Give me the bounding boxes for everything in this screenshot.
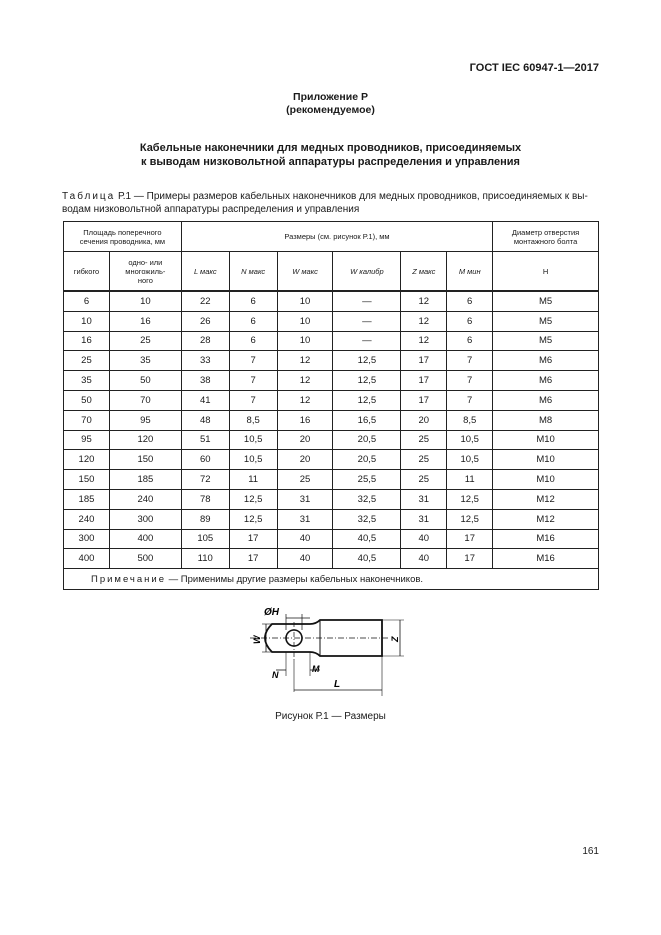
table-cell: 7 (229, 390, 277, 410)
table-cell: 11 (229, 470, 277, 490)
subheader-n: N макс (229, 252, 277, 292)
table-cell: 12,5 (447, 509, 493, 529)
table-cell: M6 (493, 351, 599, 371)
table-cell: 400 (109, 529, 181, 549)
table-cell: 12 (277, 351, 333, 371)
table-row (64, 470, 599, 490)
figure-caption: Рисунок Р.1 — Размеры (275, 711, 386, 722)
table-cell: 17 (401, 371, 447, 391)
table-cell: 400 (64, 549, 110, 569)
table-cell: 95 (64, 430, 110, 450)
subheader-m: M мин (447, 252, 493, 292)
table-cell: 240 (109, 489, 181, 509)
table-row (64, 311, 599, 331)
table-cell: 89 (181, 509, 229, 529)
table-cell: M16 (493, 529, 599, 549)
table-note-row (64, 569, 599, 590)
table-cell: 16,5 (333, 410, 401, 430)
table-cell: 185 (109, 470, 181, 490)
table-cell: 78 (181, 489, 229, 509)
table-cell: 6 (64, 291, 110, 311)
table-cell: M10 (493, 470, 599, 490)
table-caption-label: Таблица (62, 191, 116, 202)
table-cell: 110 (181, 549, 229, 569)
table-row (64, 489, 599, 509)
table-cell: 17 (229, 549, 277, 569)
table-cell: 25 (401, 430, 447, 450)
lug-dimensions-figure (236, 600, 400, 700)
table-cell: 25 (401, 470, 447, 490)
table-row (64, 450, 599, 470)
table-cell: 10,5 (229, 450, 277, 470)
subheader-multi: одно- или многожиль- ного (109, 252, 181, 292)
table-cell: 32,5 (333, 489, 401, 509)
table-cell: 31 (277, 489, 333, 509)
table-cell: 12 (401, 331, 447, 351)
table-cell: 150 (109, 450, 181, 470)
annex-subtitle: (рекомендуемое) (286, 104, 375, 116)
table-cell: 31 (401, 489, 447, 509)
table-cell: 10 (277, 291, 333, 311)
table-cell: 25 (277, 470, 333, 490)
table-cell: 40 (277, 529, 333, 549)
table-cell: M12 (493, 489, 599, 509)
table-row (64, 410, 599, 430)
table-cell: 50 (109, 371, 181, 391)
table-cell: 40,5 (333, 529, 401, 549)
table-cell: 25 (109, 331, 181, 351)
table-cell: 35 (109, 351, 181, 371)
label-n: N (272, 670, 279, 680)
lug-dimensions-table (63, 221, 599, 590)
table-cell: 25 (401, 450, 447, 470)
table-cell: 17 (401, 390, 447, 410)
table-cell: 20 (277, 450, 333, 470)
table-cell: 38 (181, 371, 229, 391)
table-cell: — (333, 291, 401, 311)
table-cell: 10 (64, 311, 110, 331)
table-cell: 26 (181, 311, 229, 331)
table-cell: — (333, 311, 401, 331)
header-area: Площадь поперечного сечения проводника, мм (64, 222, 182, 252)
table-cell: 40,5 (333, 549, 401, 569)
header-bolt: Диаметр отверстия монтажного болта (493, 222, 599, 252)
table-row (64, 371, 599, 391)
table-row (64, 390, 599, 410)
table-header-row-2 (64, 252, 599, 292)
table-cell: 32,5 (333, 509, 401, 529)
table-cell: 70 (109, 390, 181, 410)
subheader-l: L макс (181, 252, 229, 292)
table-cell: 17 (401, 351, 447, 371)
table-cell: M6 (493, 371, 599, 391)
table-row (64, 430, 599, 450)
table-cell: 6 (229, 311, 277, 331)
table-cell: 12,5 (333, 371, 401, 391)
table-cell: 10 (277, 331, 333, 351)
table-cell: 31 (277, 509, 333, 529)
table-cell: M6 (493, 390, 599, 410)
title-line-2: к выводам низковольтной аппаратуры распределения и управления (141, 156, 520, 168)
table-cell: 7 (447, 351, 493, 371)
table-caption-number: Р.1 (118, 191, 132, 202)
table-cell: 12,5 (229, 489, 277, 509)
header-dimensions: Размеры (см. рисунок Р.1), мм (181, 222, 492, 252)
table-cell: 72 (181, 470, 229, 490)
standard-designation: ГОСТ IEC 60947-1—2017 (469, 62, 599, 74)
label-m: M (312, 664, 320, 674)
table-row (64, 291, 599, 311)
table-cell: M12 (493, 509, 599, 529)
table-cell: 22 (181, 291, 229, 311)
table-cell: 12,5 (447, 489, 493, 509)
table-cell: 6 (447, 311, 493, 331)
table-cell: M5 (493, 291, 599, 311)
table-cell: M10 (493, 450, 599, 470)
annex-title: Приложение Р (293, 91, 368, 103)
table-note: Примечание — Применимы другие размеры кабельных наконечников. (64, 569, 599, 590)
table-cell: 51 (181, 430, 229, 450)
table-cell: M8 (493, 410, 599, 430)
table-caption-text: — Примеры размеров кабельных наконечников для медных проводников, присоединяемых к вы- (131, 191, 588, 202)
table-cell: 17 (447, 529, 493, 549)
table-cell: M16 (493, 549, 599, 569)
table-cell: 12,5 (333, 390, 401, 410)
table-cell: 10,5 (447, 430, 493, 450)
subheader-flexible: гибкого (64, 252, 110, 292)
table-cell: 40 (401, 549, 447, 569)
table-cell: 95 (109, 410, 181, 430)
table-cell: 7 (229, 371, 277, 391)
table-cell: 12 (277, 371, 333, 391)
table-cell: 185 (64, 489, 110, 509)
table-cell: 8,5 (229, 410, 277, 430)
table-row (64, 331, 599, 351)
table-cell: 12 (277, 390, 333, 410)
table-cell: 16 (109, 311, 181, 331)
table-cell: 10,5 (229, 430, 277, 450)
subheader-w-cal: W калибр (333, 252, 401, 292)
table-cell: 31 (401, 509, 447, 529)
table-cell: — (333, 331, 401, 351)
table-cell: 240 (64, 509, 110, 529)
table-cell: 41 (181, 390, 229, 410)
label-h: ØH (264, 607, 279, 618)
table-cell: 105 (181, 529, 229, 549)
table-cell: 20 (401, 410, 447, 430)
table-cell: 120 (64, 450, 110, 470)
table-cell: 40 (277, 549, 333, 569)
label-w: W (252, 635, 262, 644)
label-l: L (334, 679, 341, 690)
table-row (64, 509, 599, 529)
label-z: Z (390, 636, 400, 642)
table-cell: 25,5 (333, 470, 401, 490)
table-cell: 7 (229, 351, 277, 371)
table-cell: M10 (493, 430, 599, 450)
title-line-1: Кабельные наконечники для медных проводников, присоединяемых (139, 142, 522, 154)
table-cell: 10,5 (447, 450, 493, 470)
subheader-z: Z макс (401, 252, 447, 292)
page-number: 161 (582, 846, 599, 857)
table-cell: 20,5 (333, 450, 401, 470)
table-cell: 8,5 (447, 410, 493, 430)
table-cell: 20,5 (333, 430, 401, 450)
table-header-row-1 (64, 222, 599, 252)
table-cell: 6 (229, 291, 277, 311)
subheader-h: H (493, 252, 599, 292)
table-row (64, 351, 599, 371)
table-cell: 16 (277, 410, 333, 430)
table-cell: 33 (181, 351, 229, 371)
table-cell: M5 (493, 331, 599, 351)
table-caption-text-2: водам низковольтной аппаратуры распределения и управления (62, 204, 360, 215)
table-cell: 60 (181, 450, 229, 470)
table-cell: 11 (447, 470, 493, 490)
table-cell: 10 (109, 291, 181, 311)
subheader-w: W макс (277, 252, 333, 292)
table-cell: 12,5 (333, 351, 401, 371)
table-cell: 25 (64, 351, 110, 371)
table-cell: 17 (229, 529, 277, 549)
table-cell: 300 (64, 529, 110, 549)
table-cell: 16 (64, 331, 110, 351)
table-cell: 70 (64, 410, 110, 430)
table-cell: 500 (109, 549, 181, 569)
table-cell: 48 (181, 410, 229, 430)
table-cell: 6 (447, 331, 493, 351)
table-cell: 12,5 (229, 509, 277, 529)
table-cell: 150 (64, 470, 110, 490)
table-cell: 20 (277, 430, 333, 450)
table-caption (62, 190, 600, 216)
table-cell: 10 (277, 311, 333, 331)
table-cell: 40 (401, 529, 447, 549)
table-cell: 50 (64, 390, 110, 410)
table-row (64, 549, 599, 569)
table-cell: 6 (447, 291, 493, 311)
table-cell: 12 (401, 311, 447, 331)
document-title (0, 141, 661, 169)
table-cell: 35 (64, 371, 110, 391)
table-cell: 28 (181, 331, 229, 351)
table-cell: 7 (447, 390, 493, 410)
annex-heading (0, 91, 661, 117)
table-cell: M5 (493, 311, 599, 331)
table-cell: 120 (109, 430, 181, 450)
table-cell: 300 (109, 509, 181, 529)
table-row (64, 529, 599, 549)
table-cell: 12 (401, 291, 447, 311)
table-cell: 17 (447, 549, 493, 569)
table-cell: 7 (447, 371, 493, 391)
table-cell: 6 (229, 331, 277, 351)
